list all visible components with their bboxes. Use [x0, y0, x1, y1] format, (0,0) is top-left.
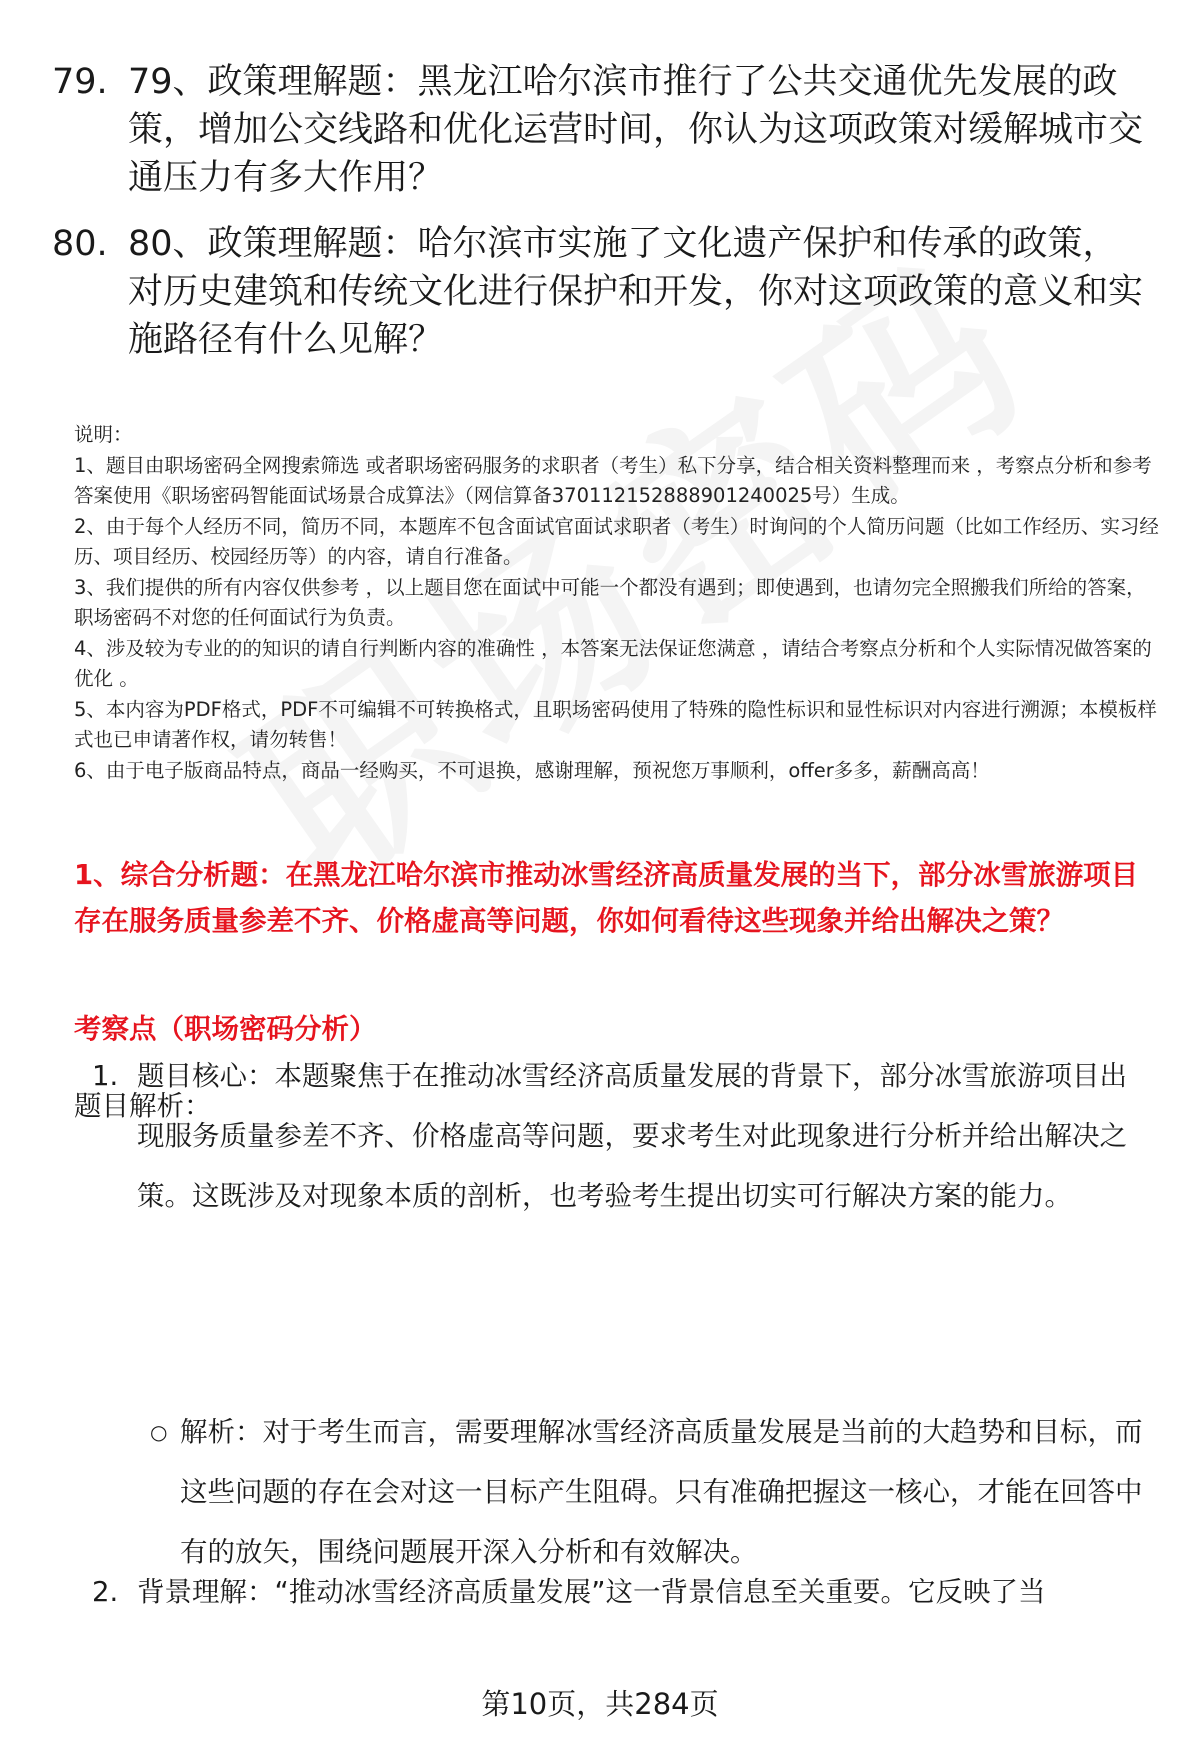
- disclaimer-notes: [74, 420, 1164, 786]
- question-80: [52, 220, 1152, 364]
- hollow-bullet-icon: ○: [150, 1420, 168, 1444]
- question-79: [52, 58, 1152, 202]
- item-text: 背景理解：“推动冰雪经济高质量发展”这一背景信息至关重要。它反映了当: [137, 1576, 1046, 1608]
- question-text: 79、政策理解题：黑龙江哈尔滨市推行了公共交通优先发展的政策，增加公交线路和优化运营时间，你认为这项政策对缓解城市交通压力有多大作用？: [128, 62, 1144, 198]
- analysis-heading: 考察点（职场密码分析）: [74, 1013, 377, 1045]
- analysis-item-background: [92, 1562, 1147, 1622]
- sub-point: [150, 1402, 1160, 1582]
- note-item: 6、由于电子版商品特点，商品一经购买，不可退换，感谢理解，预祝您万事顺利，offer多多，薪酬高高！: [74, 758, 990, 782]
- sub-point-text: 解析：对于考生而言，需要理解冰雪经济高质量发展是当前的大趋势和目标，而这些问题的存在会对这一目标产生阻碍。只有准确把握这一核心，才能在回答中有的放矢，围绕问题展开深入分析和有效解决。: [180, 1416, 1143, 1568]
- note-item: 2、由于每个人经历不同，简历不同，本题库不包含面试官面试求职者（考生）时询问的个人简历问题（比如工作经历、实习经历、项目经历、校园经历等）的内容，请自行准备。: [74, 514, 1159, 568]
- notes-heading: 说明：: [74, 423, 133, 446]
- analysis-item-core: [92, 1046, 1147, 1226]
- item-text: 题目核心：本题聚焦于在推动冰雪经济高质量发展的背景下，部分冰雪旅游项目出现服务质量参差不齐、价格虚高等问题，要求考生对此现象进行分析并给出解决之策。这既涉及对现象本质的剖析，也考验考生提出切实可行解决方案的能力。: [137, 1060, 1127, 1212]
- item-number: 1.: [92, 1060, 119, 1092]
- question-text: 80、政策理解题：哈尔滨市实施了文化遗产保护和传承的政策，对历史建筑和传统文化进行保护和开发，你对这项政策的意义和实施路径有什么见解？: [128, 224, 1144, 360]
- note-item: 1、题目由职场密码全网搜索筛选 或者职场密码服务的求职者（考生）私下分享，结合相关资料整理而来 ，考察点分析和参考答案使用《职场密码智能面试场景合成算法》（网信算备370112152888901240025号）生成。: [74, 453, 1152, 507]
- question-number: 79.: [52, 62, 108, 102]
- main-question: 1、综合分析题：在黑龙江哈尔滨市推动冰雪经济高质量发展的当下，部分冰雪旅游项目存在服务质量参差不齐、价格虚高等问题，你如何看待这些现象并给出解决之策？: [74, 859, 1139, 937]
- item-number: 2.: [92, 1576, 119, 1608]
- note-item: 4、涉及较为专业的的知识的请自行判断内容的准确性 ，本答案无法保证您满意 ，请结合考察点分析和个人实际情况做答案的优化 。: [74, 636, 1152, 690]
- page-footer: 第10页，共284页: [481, 1687, 719, 1721]
- analysis-label: 题目解析：: [74, 1090, 212, 1122]
- note-item: 5、本内容为PDF格式，PDF不可编辑不可转换格式，且职场密码使用了特殊的隐性标识和显性标识对内容进行溯源；本模板样式也已申请著作权，请勿转售！: [74, 697, 1157, 751]
- note-item: 3、我们提供的所有内容仅供参考 ，以上题目您在面试中可能一个都没有遇到；即使遇到，也请勿完全照搬我们所给的答案，职场密码不对您的任何面试行为负责。: [74, 575, 1146, 629]
- question-number: 80.: [52, 224, 108, 264]
